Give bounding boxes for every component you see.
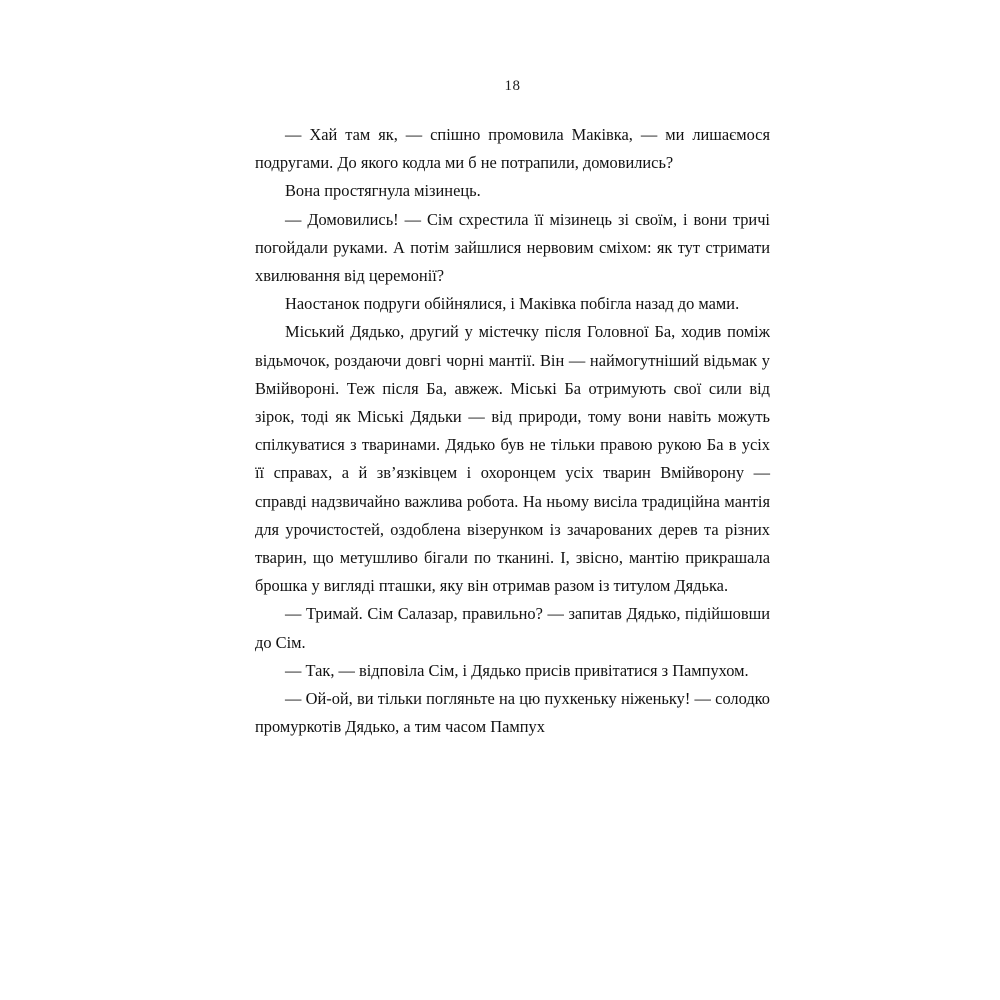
paragraph: — Тримай. Сім Салазар, правильно? — запитав Дядько, підійшовши до Сім. xyxy=(255,604,770,652)
page-number: 18 xyxy=(504,78,521,94)
paragraph: — Домовились! — Сім схрестила її мізинець зі своїм, і вони тричі погойдали руками. А потім зайшлися нервовим сміхом: як тут стримати хвилювання від церемонії? xyxy=(255,209,770,286)
paragraph: — Так, — відповіла Сім, і Дядько присів привітатися з Пампухом. xyxy=(285,660,749,680)
paragraph: Міський Дядько, другий у містечку після Головної Ба, ходив поміж відьмочок, роздаючи довгі чорні мантії. Він — наймогутніший відьмак у Вмійвороні. Теж після Ба, авжеж. Міські Ба отримують свої сили від зірок, тоді як Міські Дядьки — від природи, тому вони навіть можуть спілкуватися з тваринами. Дядько був не тільки правою рукою Ба в усіх її справах, а й зв’язківцем і охоронцем усіх тварин Вмійворону — справді надзвичайно важлива робота. На ньому висіла традиційна мантія для урочистостей, оздоблена візерунком із зачарованих дерев та різних тварин, що метушливо бігали по тканині. І, звісно, мантію прикрашала брошка у вигляді пташки, яку він отримав разом із титулом Дядька. xyxy=(255,322,770,596)
paragraph: Наостанок подруги обійнялися, і Маківка побігла назад до мами. xyxy=(285,294,740,314)
page-text-block xyxy=(255,78,770,741)
paragraph: — Ой-ой, ви тільки погляньте на цю пухкеньку ніженьку! — солодко промуркотів Дядько, а тим часом Пампух xyxy=(255,689,770,737)
paragraph: Вона простягнула мізинець. xyxy=(285,181,481,201)
paragraph: — Хай там як, — спішно промовила Маківка, — ми лишаємося подругами. До якого кодла ми б не потрапили, домовились? xyxy=(255,125,770,173)
body-text xyxy=(255,121,770,741)
